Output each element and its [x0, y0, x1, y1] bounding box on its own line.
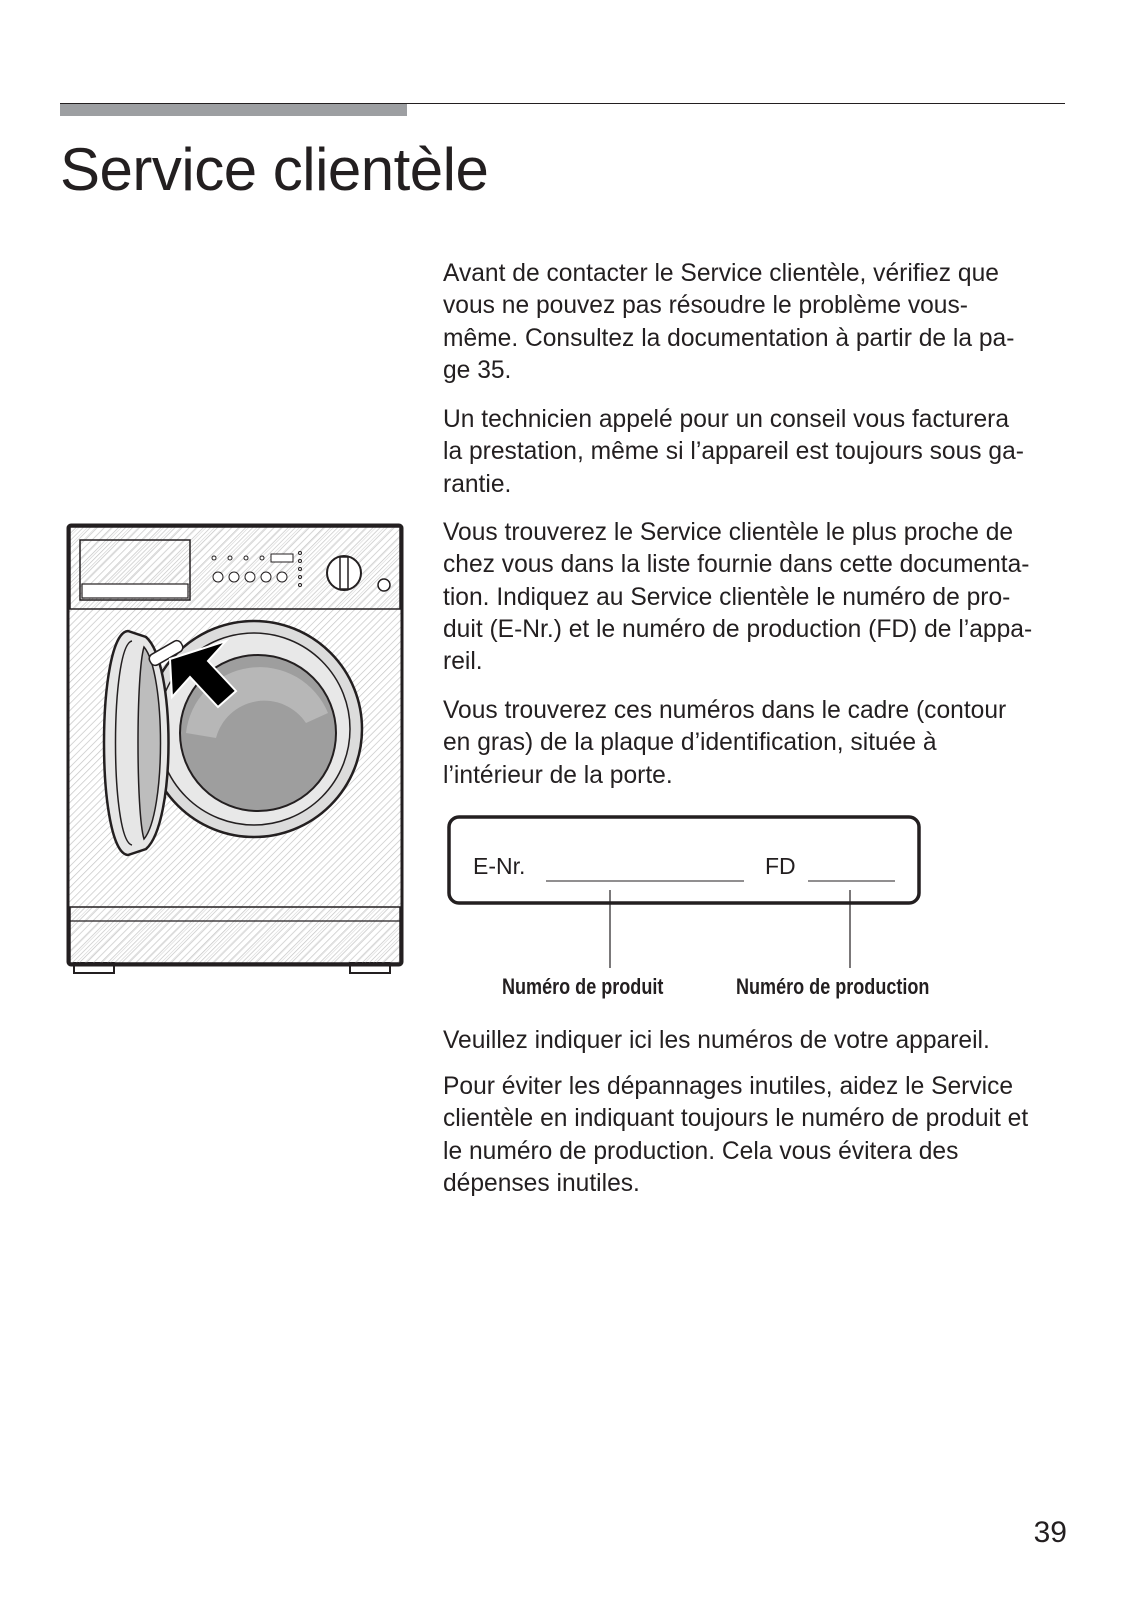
- paragraph-avoid-callouts: Pour éviter les dépannages inutiles, aidez le Service clientèle en indiquant toujours le numéro de produit et le numéro de production. Cela vous évitera des dépenses inutiles.: [443, 1073, 1029, 1197]
- callout-lines: [600, 890, 860, 970]
- header-accent-bar: [60, 104, 407, 116]
- enr-label: E-Nr.: [473, 853, 526, 879]
- page-title: Service clientèle: [60, 136, 489, 203]
- paragraph-find-service: Vous trouverez le Service clientèle le plus proche de chez vous dans la liste fournie dans cette documenta- tion. Indiquez au Service clientèle le numéro de pro- duit (E-Nr.) et le numéro de production (FD) de l’appa- reil.: [443, 519, 1033, 676]
- paragraph-technician: Un technicien appelé pour un conseil vous facturera la prestation, même si l’appareil est toujours sous ga- rantie.: [443, 406, 1024, 498]
- production-number-caption: Numéro de production: [736, 974, 930, 999]
- paragraph-enter-numbers: Veuillez indiquer ici les numéros de votre appareil.: [443, 1027, 990, 1054]
- paragraph-numbers-location: Vous trouverez ces numéros dans le cadre (contour en gras) de la plaque d’identification, située à l’intérieur de la porte.: [443, 697, 1007, 789]
- paragraph-intro: Avant de contacter le Service clientèle, vérifiez que vous ne pouvez pas résoudre le problème vous- même. Consultez la documentation à partir de la pa- ge 35.: [443, 260, 1015, 384]
- fd-label: FD: [765, 853, 796, 879]
- product-number-caption: Numéro de produit: [502, 974, 664, 999]
- page-number: 39: [1033, 1516, 1067, 1549]
- washing-machine-icon: [66, 523, 406, 983]
